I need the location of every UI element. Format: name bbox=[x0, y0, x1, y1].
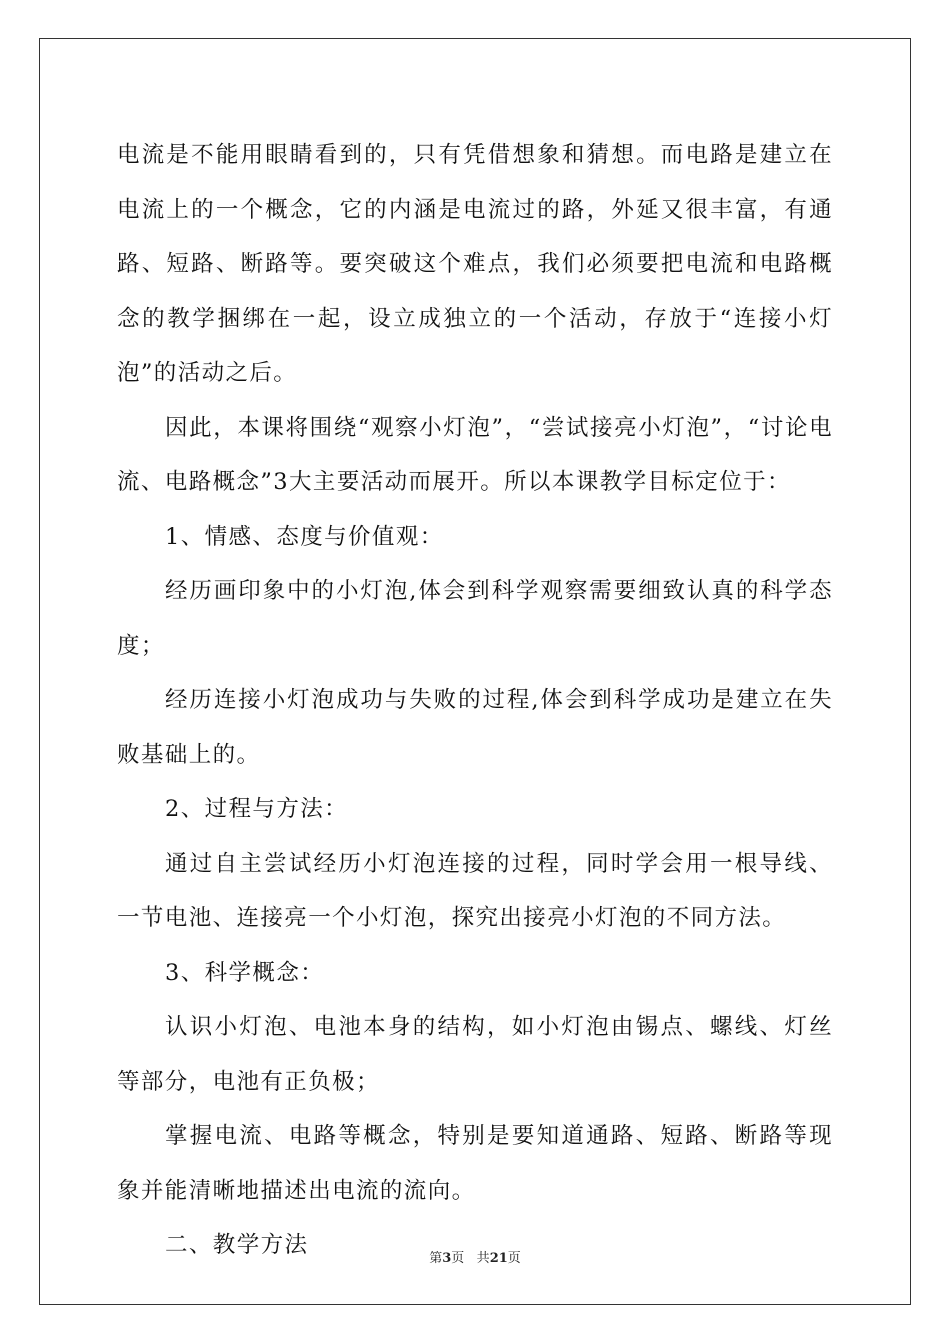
section-heading: 1、情感、态度与价值观： bbox=[165, 523, 444, 550]
page-footer bbox=[0, 1247, 950, 1266]
total-suffix: 页 bbox=[507, 1251, 521, 1266]
section-heading: 2、过程与方法： bbox=[165, 796, 349, 822]
paragraph: 认识小灯泡、电池本身的结构，如小灯泡由锡点、螺线、灯丝等部分，电池有正负极； bbox=[117, 1014, 833, 1095]
paragraph: 因此，本课将围绕“观察小灯泡”，“尝试接亮小灯泡”，“讨论电流、电路概念”3大主要活动而展开。所以本课教学目标定位于： bbox=[117, 414, 833, 495]
section-heading: 二、教学方法 bbox=[165, 1232, 309, 1258]
section-heading: 3、科学概念： bbox=[165, 959, 325, 986]
paragraph: 掌握电流、电路等概念，特别是要知道通路、短路、断路等现象并能清晰地描述出电流的流向。 bbox=[117, 1123, 833, 1204]
paragraph: 经历画印象中的小灯泡,体会到科学观察需要细致认真的科学态度； bbox=[117, 578, 833, 659]
page-suffix: 页 bbox=[451, 1251, 465, 1266]
paragraph: 通过自主尝试经历小灯泡连接的过程，同时学会用一根导线、一节电池、连接亮一个小灯泡，探究出接亮小灯泡的不同方法。 bbox=[117, 850, 833, 931]
total-pages: 21 bbox=[489, 1251, 508, 1266]
paragraph: 电流是不能用眼睛看到的，只有凭借想象和猜想。而电路是建立在电流上的一个概念，它的内涵是电流过的路，外延又很丰富，有通路、短路、断路等。要突破这个难点，我们必须要把电流和电路概念的教学捆绑在一起，设立成独立的一个活动，存放于“连接小灯泡”的活动之后。 bbox=[117, 142, 833, 386]
page-prefix: 第 bbox=[429, 1251, 443, 1266]
page-number: 3 bbox=[442, 1251, 452, 1266]
paragraph: 经历连接小灯泡成功与失败的过程,体会到科学成功是建立在失败基础上的。 bbox=[117, 687, 833, 768]
document-body bbox=[117, 128, 833, 1273]
total-prefix: 共 bbox=[476, 1251, 490, 1266]
